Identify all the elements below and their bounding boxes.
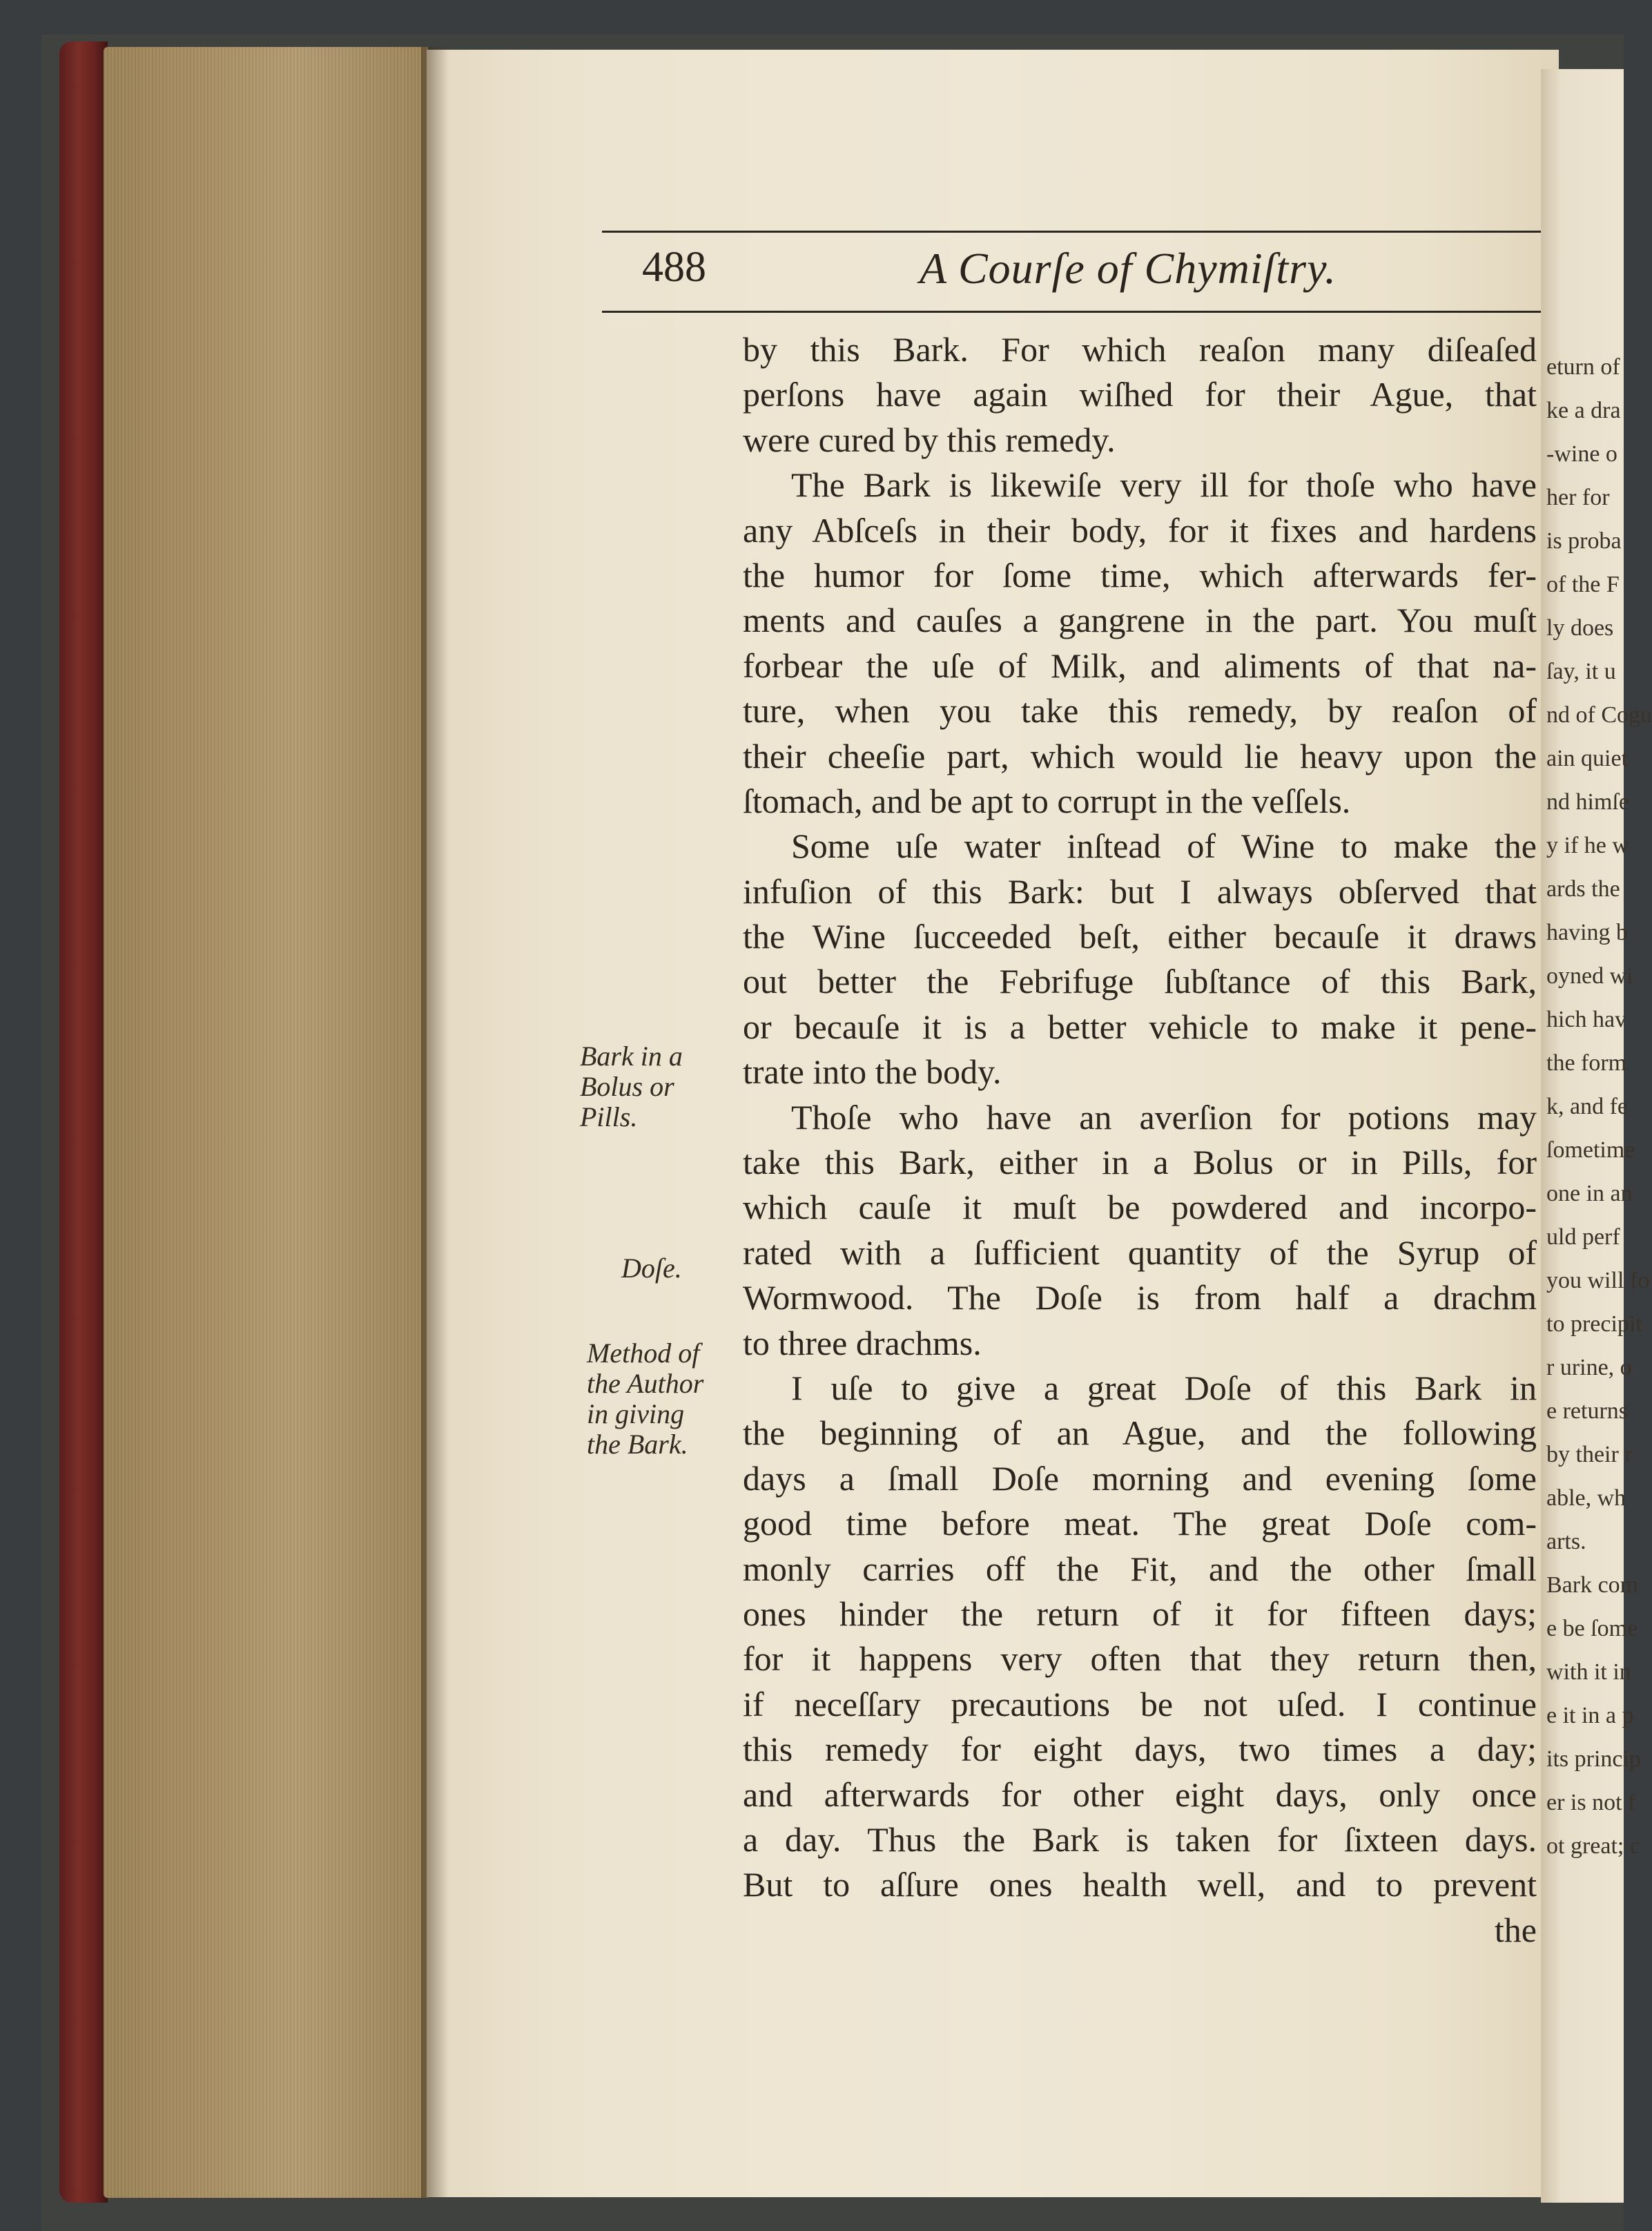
text-line: by this Bark. For which reaſon many diſeaſed: [743, 330, 1537, 369]
adjacent-page-line: hich hav: [1546, 1007, 1627, 1032]
margin-note-bark-bolus: [580, 1041, 739, 1132]
text-line: The Bark is likewiſe very ill for thoſe who have: [791, 465, 1537, 505]
adjacent-page-line: of the F: [1546, 572, 1620, 597]
book-cover-edge: [59, 41, 108, 2203]
margin-note-line: Bolus or: [580, 1071, 674, 1102]
text-line: or becauſe it is a better vehicle to make it pene-: [743, 1007, 1537, 1046]
head-rule-top: [602, 231, 1541, 233]
head-rule-bottom: [602, 311, 1541, 313]
adjacent-page-line: -wine o: [1546, 441, 1617, 467]
text-line: good time before meat. The great Doſe com-: [743, 1504, 1537, 1543]
adjacent-page-line: nd of Cogu: [1546, 702, 1652, 728]
adjacent-page-line: the form: [1546, 1050, 1627, 1076]
text-line: a day. Thus the Bark is taken for ſixteen days.: [743, 1819, 1537, 1859]
adjacent-page-line: ards the: [1546, 876, 1620, 902]
running-title: A Courſe of Chymiſtry.: [920, 244, 1337, 293]
running-head: [602, 243, 1541, 305]
margin-note-line: Method of: [587, 1337, 700, 1369]
adjacent-page-line: ly does: [1546, 615, 1614, 641]
text-line: I uſe to give a great Doſe of this Bark in: [791, 1368, 1537, 1407]
page-fore-edge: [104, 47, 428, 2198]
text-line: rated with a ſufficient quantity of the Syrup of: [743, 1233, 1537, 1272]
text-line: the humor for ſome time, which afterwards fer-: [743, 555, 1537, 595]
text-line: forbear the uſe of Milk, and aliments of that na-: [743, 646, 1537, 685]
adjacent-page-line: to precipit: [1546, 1311, 1642, 1337]
text-line: ments and cauſes a gangrene in the part. You muſt: [743, 601, 1537, 640]
adjacent-page-text: [1541, 345, 1652, 1868]
text-line: trate into the body.: [743, 1052, 1002, 1092]
text-line: and afterwards for other eight days, only once: [743, 1775, 1537, 1814]
adjacent-page-line: ke a dra: [1546, 398, 1621, 423]
margin-note-line: Bark in a: [580, 1041, 683, 1072]
text-line: take this Bark, either in a Bolus or in Pills, for: [743, 1143, 1537, 1182]
text-line: to three drachms.: [743, 1323, 982, 1362]
adjacent-page-line: arts.: [1546, 1529, 1586, 1554]
margin-note-line: in giving: [587, 1398, 685, 1429]
text-line: ture, when you take this remedy, by reaſon of: [743, 691, 1537, 731]
margin-note-line: Pills.: [580, 1101, 638, 1132]
adjacent-page-line: ſometime: [1546, 1137, 1635, 1163]
text-line: Some uſe water inſtead of Wine to make the: [791, 827, 1537, 866]
catchword: the: [1494, 1910, 1537, 1949]
adjacent-page-line: y if he w: [1546, 833, 1629, 858]
adjacent-page-line: having b: [1546, 920, 1629, 945]
adjacent-page-line: oyned wi: [1546, 963, 1633, 989]
adjacent-page-line: Bark com: [1546, 1572, 1639, 1598]
adjacent-page-line: by their r: [1546, 1442, 1633, 1467]
text-line: the Wine ſucceeded beſt, either becauſe it draws: [743, 917, 1537, 956]
text-line: out better the Febrifuge ſubſtance of this Bark,: [743, 962, 1537, 1001]
page-number: 488: [642, 244, 706, 291]
adjacent-page-line: ot great; c: [1546, 1833, 1640, 1859]
margin-note-line: the Bark.: [587, 1429, 688, 1460]
text-line: infuſion of this Bark: but I always obſerved that: [743, 871, 1537, 911]
text-line: perſons have again wiſhed for their Ague, that: [743, 375, 1537, 414]
text-line: Thoſe who have an averſion for potions may: [791, 1097, 1537, 1137]
text-line: the beginning of an Ague, and the following: [743, 1413, 1537, 1453]
adjacent-page-line: ſay, it u: [1546, 659, 1616, 684]
text-line: Wormwood. The Doſe is from half a drachm: [743, 1278, 1537, 1317]
text-line: monly carries off the Fit, and the other ſmall: [743, 1549, 1537, 1588]
text-line: days a ſmall Doſe morning and evening ſome: [743, 1458, 1537, 1498]
adjacent-page-line: able, wh: [1546, 1485, 1626, 1511]
adjacent-page-line: uld perf: [1546, 1224, 1620, 1250]
adjacent-page-line: with it in: [1546, 1659, 1631, 1685]
adjacent-page-line: e be ſome: [1546, 1616, 1638, 1641]
text-line: which cauſe it muſt be powdered and incorpo-: [743, 1188, 1537, 1227]
text-line: But to aſſure ones health well, and to prevent: [743, 1865, 1537, 1904]
text-line: for it happens very often that they return then,: [743, 1639, 1537, 1679]
gutter-shadow: [421, 47, 449, 2198]
adjacent-page-line: its princip: [1546, 1746, 1641, 1772]
adjacent-page-line: nd himſe: [1546, 789, 1629, 815]
text-line: were cured by this remedy.: [743, 420, 1116, 459]
adjacent-page-line: her for: [1546, 485, 1610, 510]
margin-note-line: Doſe.: [621, 1253, 682, 1284]
adjacent-page-line: er is not f: [1546, 1790, 1636, 1815]
margin-note-line: the Author: [587, 1368, 704, 1399]
adjacent-page-line: k, and fe: [1546, 1094, 1629, 1119]
adjacent-page-line: is proba: [1546, 528, 1622, 554]
text-line: if neceſſary precautions be not uſed. I continue: [743, 1684, 1537, 1723]
adjacent-page-line: r urine, o: [1546, 1355, 1632, 1380]
adjacent-page-line: ain quiet: [1546, 746, 1629, 771]
adjacent-page-line: e it in a p: [1546, 1703, 1634, 1728]
text-line: their cheeſie part, which would lie heavy upon the: [743, 736, 1537, 775]
adjacent-page-line: you will fo: [1546, 1268, 1650, 1293]
text-line: any Abſceſs in their body, for it fixes and hardens: [743, 510, 1537, 550]
text-line: ſtomach, and be apt to corrupt in the veſſels.: [743, 781, 1351, 820]
text-line: this remedy for eight days, two times a day;: [743, 1730, 1537, 1769]
adjacent-page-line: one in an: [1546, 1181, 1633, 1206]
adjacent-page: [1541, 69, 1652, 2203]
margin-note-method: [587, 1338, 746, 1460]
adjacent-page-line: eturn of: [1546, 354, 1620, 380]
body-text: [743, 327, 1537, 1953]
text-line: ones hinder the return of it for fifteen days;: [743, 1594, 1537, 1633]
adjacent-page-line: e returns: [1546, 1398, 1629, 1424]
